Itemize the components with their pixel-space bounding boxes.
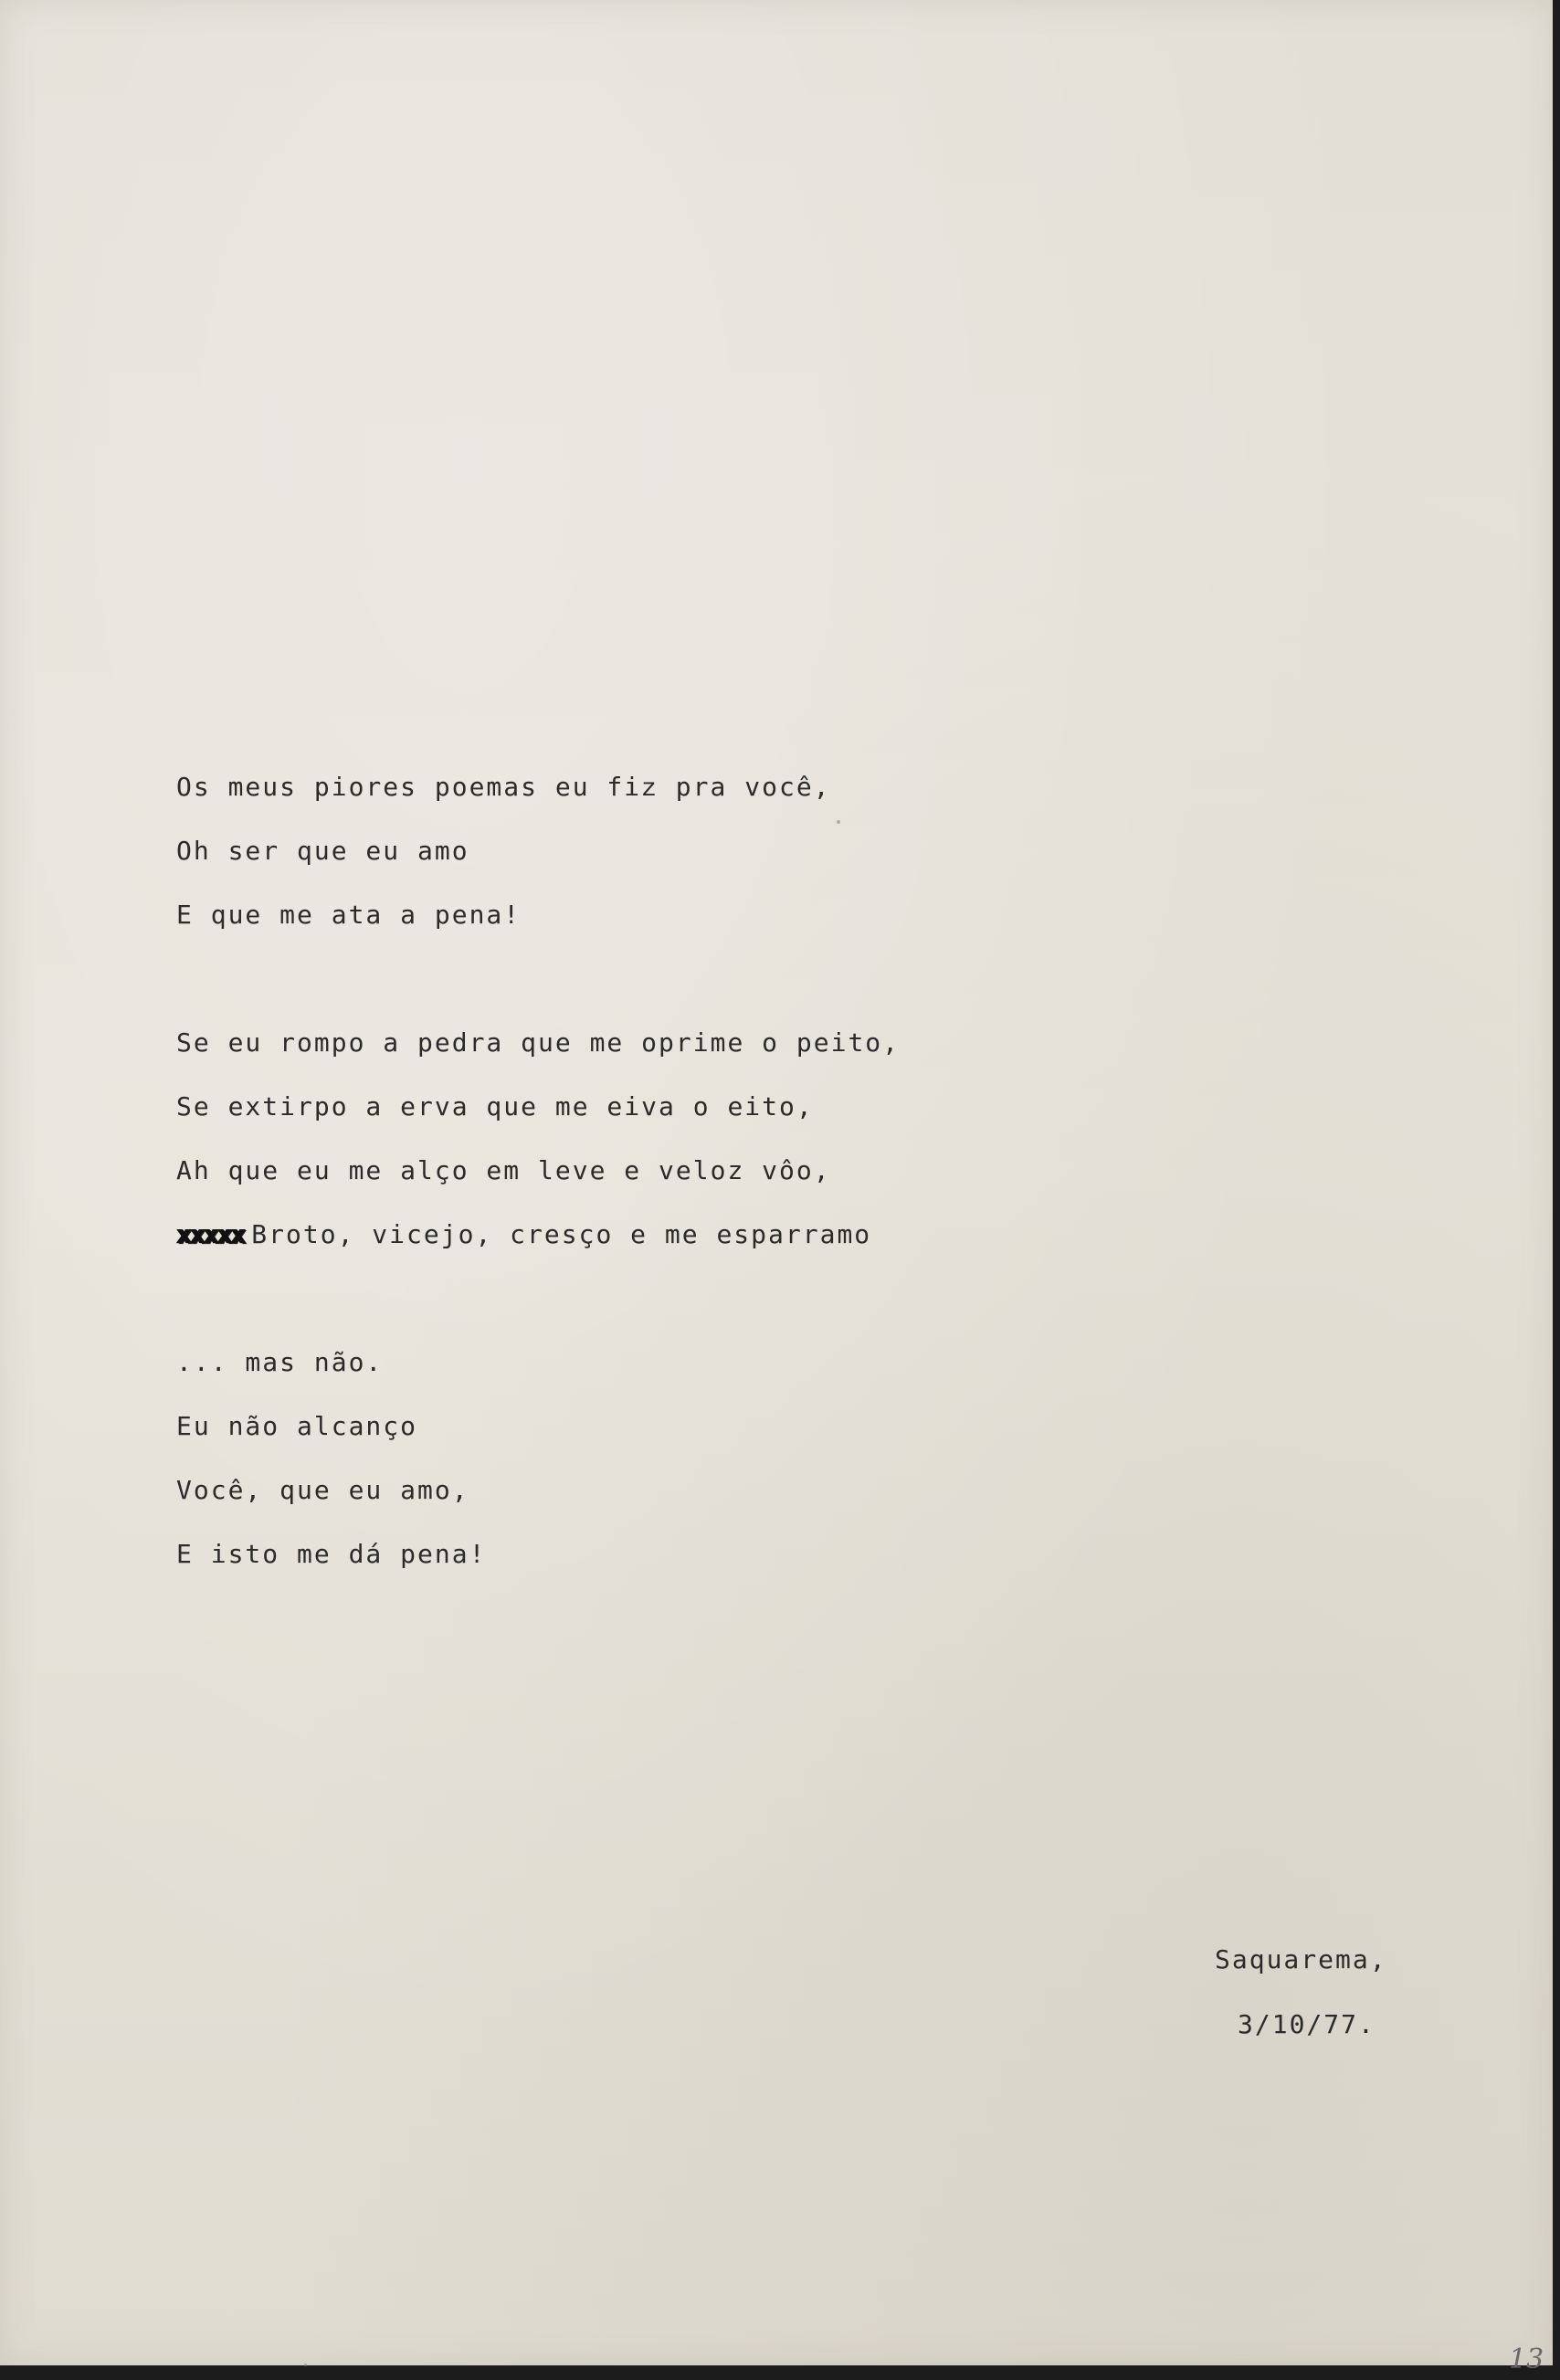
poem-line: ... mas não.	[176, 1347, 384, 1377]
poem-line: E isto me dá pena!	[176, 1539, 487, 1569]
poem-line: Você, que eu amo,	[176, 1475, 469, 1505]
poem-line: Os meus piores poemas eu fiᴢ pra você,	[176, 772, 831, 802]
paper-speck	[837, 820, 840, 824]
signature-date: 3/10/77.	[1238, 2009, 1376, 2039]
poem-line: E que me ata a pena!	[176, 900, 522, 930]
poem-line: Eu não alcanço	[176, 1411, 418, 1441]
poem-line: Oh ser que eu amo	[176, 836, 469, 866]
poem-line-struck	[176, 1219, 872, 1249]
signature-place: Saquarema,	[1215, 1944, 1387, 1975]
paper-speck	[304, 2364, 307, 2366]
poem-line: Se eu rompo a pedra que me oprime o peito,	[176, 1027, 901, 1058]
overstruck-word: xxxxx	[176, 1219, 245, 1249]
poem-line: Ah que eu me alço em leve e veloz vôo,	[176, 1155, 831, 1185]
poem-line: Se extirpo a erva que me eiva o eito,	[176, 1091, 814, 1122]
poem-line-text: Broto, vicejo, cresço e me esparramo	[251, 1219, 872, 1249]
page-number: 13	[1509, 2343, 1544, 2375]
